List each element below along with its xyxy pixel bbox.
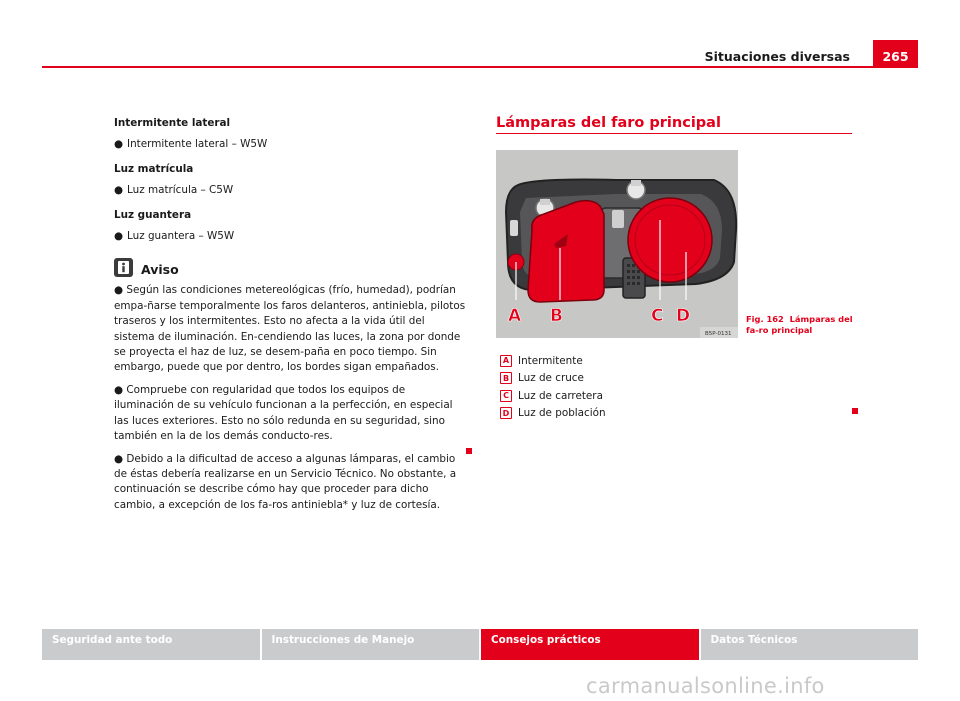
end-mark [852,408,858,414]
info-note-icon [114,258,133,277]
header-rule [42,66,918,68]
bullet-icon: ● [114,230,124,243]
legend-text: Intermitente [518,354,583,367]
figure-label-a: A [508,306,522,326]
figure-code: B5P-0131 [705,331,732,337]
bulb-group-glovebox-light [114,208,468,245]
section-heading: Lámparas del faro principal [496,115,721,131]
figure-caption-label: Fig. 162 [746,314,784,324]
legend-key: A [500,355,512,367]
bullet-icon: ● [114,452,127,465]
watermark: carmanualsonline.info [586,674,825,698]
legend-text: Luz de población [518,407,606,420]
figure-legend [500,352,606,422]
legend-text: Luz de cruce [518,372,584,385]
note-bullet: ● Debido a la dificultad de acceso a algunas lámparas, el cambio de éstas debería realizarse en un Servicio Técnico. No obstante, a continuación se describe cómo hay que proceder para dicho cambio, a excepción de los fa-ros antiniebla* y luz de cortesía. [114,452,457,511]
legend-key: D [500,407,512,419]
figure-label-c: C [651,306,664,326]
end-mark [466,448,472,454]
bulb-group-side-indicator [114,116,468,153]
legend-item [500,352,606,370]
list-item: ● Intermitente lateral – W5W [114,137,468,152]
note-bullet: ● Compruebe con regularidad que todos los equipos de iluminación de su vehículo funcionan a la perfección, en especial las luces exteriores. Esto no sólo redunda en su seguridad, sino también en la de los demás conducto-res. [114,383,453,443]
bullet-icon: ● [114,138,124,151]
note-bullet: ● Según las condiciones metereológicas (frío, humedad), podrían empa-ñarse temporalmente los faros delanteros, antiniebla, pilotos traseros y los intermitentes. Esto no afecta a la vida útil del sistema de iluminación. En-cendiendo las luces, la zona por donde se proyecta el haz de luz, se desem-paña en poco tiempo. Sin embargo, puede que por dentro, los bordes sigan empañados. [114,284,466,374]
tab-consejos[interactable]: Consejos prácticos [481,629,699,660]
heading-rule [496,133,852,134]
headlight-figure [496,150,738,338]
group-heading: Luz guantera [114,208,192,221]
tab-seguridad[interactable]: Seguridad ante todo [42,629,260,660]
figure-label-d: D [676,306,691,326]
legend-item [500,387,606,405]
group-heading: Intermitente lateral [114,117,231,129]
bullet-icon: ● [114,184,124,197]
list-item: ● Luz matrícula – C5W [114,183,468,198]
bullet-icon: ● [114,284,127,297]
group-heading: Luz matrícula [114,162,194,175]
bullet-icon: ● [114,383,127,396]
section-title: Situaciones diversas [704,49,850,64]
bulb-group-plate-light [114,162,468,199]
figure-caption [746,314,856,336]
headlight-illustration [496,150,738,338]
note-title: Aviso [141,262,179,278]
tab-datos[interactable]: Datos Técnicos [701,629,919,660]
list-item: ● Luz guantera – W5W [114,229,468,244]
tab-instrucciones[interactable]: Instrucciones de Manejo [262,629,480,660]
note-header [114,258,468,277]
figure-label-b: B [550,306,563,326]
left-column [114,116,468,520]
page-number: 265 [873,40,918,68]
legend-key: B [500,372,512,384]
chapter-tabs [42,629,918,660]
legend-item [500,405,606,423]
legend-key: C [500,390,512,402]
figure-caption-text: Lámparas del fa-ro principal [746,314,853,335]
legend-item [500,370,606,388]
legend-text: Luz de carretera [518,389,603,402]
